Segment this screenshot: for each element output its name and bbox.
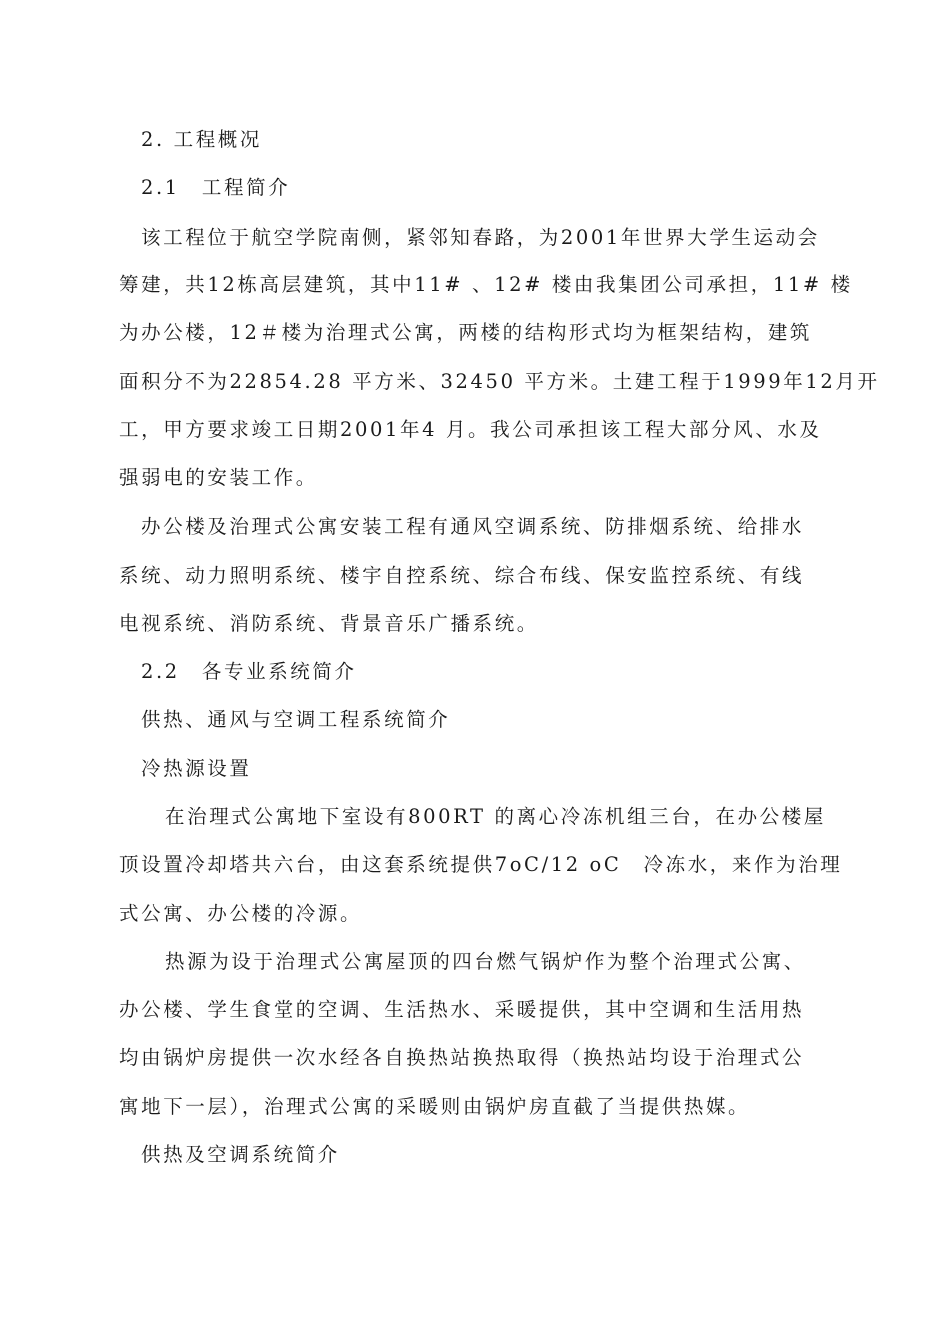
intro-line-6: 强弱电的安装工作。 — [119, 466, 318, 489]
systems-line-2: 系统、动力照明系统、楼宇自控系统、综合布线、保安监控系统、有线 — [119, 564, 805, 587]
heating-line-3: 均由锅炉房提供一次水经各自换热站换热取得（换热站均设于治理式公 — [119, 1046, 805, 1069]
systems-line-1: 办公楼及治理式公寓安装工程有通风空调系统、防排烟系统、给排水 — [141, 515, 805, 538]
intro-line-4: 面积分不为22854.28 平方米、32450 平方米。土建工程于1999年12月开 — [119, 370, 880, 393]
cooling-line-2: 顶设置冷却塔共六台，由这套系统提供7oC/12 oC 冷冻水，来作为治理 — [119, 853, 843, 876]
intro-line-5: 工，甲方要求竣工日期2001年4 月。我公司承担该工程大部分风、水及 — [119, 418, 822, 441]
sub-heading-hvac: 供热、通风与空调工程系统简介 — [141, 708, 451, 731]
systems-line-3: 电视系统、消防系统、背景音乐广播系统。 — [119, 612, 539, 635]
heating-line-4: 寓地下一层），治理式公寓的采暖则由锅炉房直截了当提供热媒。 — [119, 1095, 751, 1118]
sub-heading-heating-ac: 供热及空调系统简介 — [141, 1143, 340, 1166]
cooling-line-1: 在治理式公寓地下室设有800RT 的离心冷冻机组三台，在办公楼屋 — [165, 805, 826, 828]
intro-line-2: 筹建，共12栋高层建筑，其中11# 、12# 楼由我集团公司承担，11# 楼 — [119, 273, 853, 296]
section-heading-2-2: 2.2 各专业系统简介 — [141, 660, 357, 683]
intro-line-1: 该工程位于航空学院南侧，紧邻知春路，为2001年世界大学生运动会 — [141, 226, 820, 249]
heating-line-2: 办公楼、学生食堂的空调、生活热水、采暖提供，其中空调和生活用热 — [119, 998, 805, 1021]
intro-line-3: 为办公楼，12＃楼为治理式公寓，两楼的结构形式均为框架结构，建筑 — [119, 321, 813, 344]
cooling-line-3: 式公寓、办公楼的冷源。 — [119, 902, 363, 925]
heating-line-1: 热源为设于治理式公寓屋顶的四台燃气锅炉作为整个治理式公寓、 — [165, 950, 806, 973]
section-heading-2: 2. 工程概况 — [141, 128, 263, 151]
section-heading-2-1: 2.1 工程简介 — [141, 176, 291, 199]
sub-heading-source: 冷热源设置 — [141, 757, 252, 780]
